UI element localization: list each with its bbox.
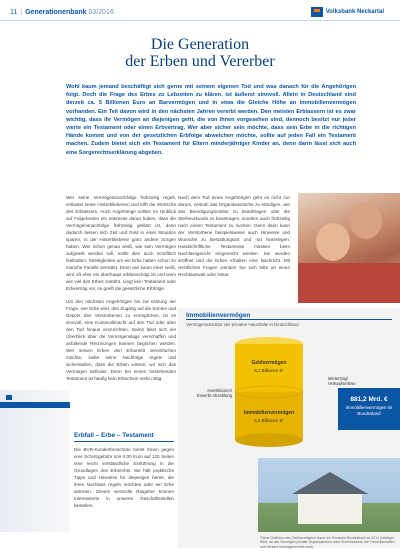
house-wall <box>298 494 362 524</box>
cylinder-lower-band <box>235 392 303 440</box>
article-lead: Wohl kaum jemand beschäftigt sich gerne mit seinem eigenen Tod und was danach für die Angehörigen folgt. Doch die Frage des Erbes zu Lebzeiten zu klären, ist äußerst sinnvoll. Allein in Deutschland sind derzeit ca. 5 Billionen Euro an Barvermögen und in etwa die Gleiche Höhe an Immobilienvermögen vorhanden. Ein Teil davon wird in den nächsten Jahren vererbt werden. Den meisten Erblassern ist es zwar wichtig, dass ihr Vermögen an diejenigen geht, die von ihnen vorgesehen sind, dennoch besitzt nur jeder vierte ein Testament oder einen Erbvertrag. Wer aber sicher sein möchte, dass sein Erbe in die richtigen Hände kommt und von der gesetzlichen Erbfolge abweichen möchte, sollte auf jeden Fall ein Testament machen. Zudem bietet sich ein Testament für Eltern minderjähriger Kinder an, denn darin lässt sich auch eine Sorgerechtserklärung abgeben. <box>66 84 356 156</box>
article-title-line2: der Erben und Vererber <box>125 53 275 70</box>
body-paragraph: Nach dem Tod eines Angehörigen geht es nicht nur darum, zeitnah das Organisatorische zu erledigen, wie das Beerdigungsinstitut zu beauftragen oder die Sterbeurkunde zu beantragen, sondern auch frühzeitig nach einem Testament zu suchen. Denn darin kann der Verstorbene beispielsweise auch Hinweise und Wünsche zu Bestattungsart und -ort hinterlegen. Handschriftliche Testamente müssen beim Nachlassgericht eingereicht werden. Sie werden eröffnet und die Erben erhalten eine Nachricht. Mit rechtlichen Fragen wenden Sie sich bitte an einen Rechtsanwalt oder Notar. <box>178 195 290 277</box>
geldvermoegen-label: Geldvermögen <box>251 360 287 366</box>
infographic-subtitle: Vermögensstruktur der privaten Haushalte in Deutschland <box>186 322 299 327</box>
bank-name: Volksbank Neckartal <box>325 9 384 15</box>
article-column-1 <box>66 194 176 388</box>
infographic-title: Immobilienvermögen <box>186 312 251 319</box>
photo-shape <box>298 263 400 303</box>
page-header <box>0 0 400 26</box>
volume-text: Immobilienvermögen im Bundesland <box>345 405 393 416</box>
body-paragraph: Um den nächsten Angehörigen bis zur Klärung der Frage, wer Erbe wird, den Zugang auf die Konten und Depots des Verstorbenen zu ermöglichen, ist es sinnvoll, eine Kontovollmacht auf den Tod oder über den Tod hinaus einzurichten. Damit lässt sich ein Überblick über die Vermögenslage verschaffen und anfallende Rechnungen können beglichen werden. Wer seinen Erben den Erbantritt vereinfachen möchte, sollte seine Nachfolge regeln und sicherstellen, dass die Erben wissen, wo sich das Vermögen befindet. Denn bei einem bestehenden Testament ist häufig kein Erbschein mehr nötig. <box>66 299 176 381</box>
immobilienvermoegen-label: Immobilienvermögen <box>243 410 295 416</box>
sidebar-divider <box>74 441 174 442</box>
body-paragraph: Wer seine Vermögensnachfolge frühzeitig regelt, entlastet seine Hinterbliebenen und trifft die Wünsche des Erblassers. Auch Angehörige sollten im Hinblick auf Folgekosten ein Interesse daran haben, dass die Vermögensnachfolge frühzeitig geklärt ist, denn dadurch lassen sich Zeit und Geld in einer Situation sparen, in der Hinterbliebene ganz andere Sorgen haben. Wer schon genau weiß, wie sein Vermögen aufgeteilt werden soll, sollte dies auch schriftlich festhalten. Streitigkeiten um ein Erbe haben schon so manche Familie zerrüttet. Denn wie kaum einer weiß, wird oft eher ein überhaupt erbberechtigt ist und wem wie viel des Erbes zusteht. Liegt kein Testament oder Erbvertrag vor, so greift die gesetzliche Erbfolge. <box>66 195 176 291</box>
house-roof <box>292 472 368 494</box>
bank-logo <box>311 7 384 17</box>
photo-shape <box>350 203 382 239</box>
volume-box <box>338 388 400 430</box>
page-number: 11 <box>10 9 18 16</box>
rental-legend: Mietertrag/ Verkaufserlöse <box>328 376 356 387</box>
brochure-logo-icon <box>6 395 12 400</box>
immobilienvermoegen-value: 5,5 Billionen €* <box>254 418 284 423</box>
geldvermoegen-value: 5,1 Billionen €* <box>254 368 284 373</box>
sidebar-title: Erbfall – Erbe – Testament <box>74 432 154 439</box>
brochure-banner <box>0 402 70 408</box>
infographic-divider <box>186 319 392 320</box>
family-photo <box>298 193 400 303</box>
article-title <box>0 36 400 70</box>
photo-shape <box>316 223 350 261</box>
brochure-image <box>0 390 70 532</box>
house-photo <box>258 458 400 532</box>
investment-legend: Investitionen/ Erwerb/ Abzahlung <box>196 388 232 399</box>
cylinder-bottom <box>235 433 303 447</box>
infographic-footnote: *Neue Definition des Geldvermögens durch die Deutsche Bundesbank ab 2014 (niedriger Wert, da das Vermögen privater Organisationen ohne Erwerbszweck wie Gewerkschaften und Vereine herausgerechnet wird) <box>260 536 395 549</box>
header-divider <box>0 20 400 21</box>
article-title-line1: Die Generation <box>150 36 250 53</box>
sidebar-text: Die BVR-Kundenbroschüre bietet Ihnen gegen eine Schutzgebühr von 4,00 Euro auf 120 Seiten eine leicht verständliche Einführung in die Grundlagen des Erbrechts. Sie hält praktische Tipps und Hinweise für diejenigen bereit, die ihren Nachlass regeln möchten oder ein Erbe antreten. Dieses wertvolle Ratgeber können Interessierte in unseren Geschäftsstellen bestellen. <box>74 447 174 508</box>
bank-logo-icon <box>311 7 323 17</box>
page-header-text: 11 | Generationenbank 03/2016 <box>10 9 114 16</box>
wealth-infographic <box>178 308 400 548</box>
wealth-cylinder <box>233 336 305 448</box>
volume-value: 881,2 Mrd. € <box>350 396 388 403</box>
magazine-name: Generationenbank <box>25 9 87 16</box>
issue-date: 03/2016 <box>88 9 114 16</box>
article-column-2 <box>178 194 290 278</box>
